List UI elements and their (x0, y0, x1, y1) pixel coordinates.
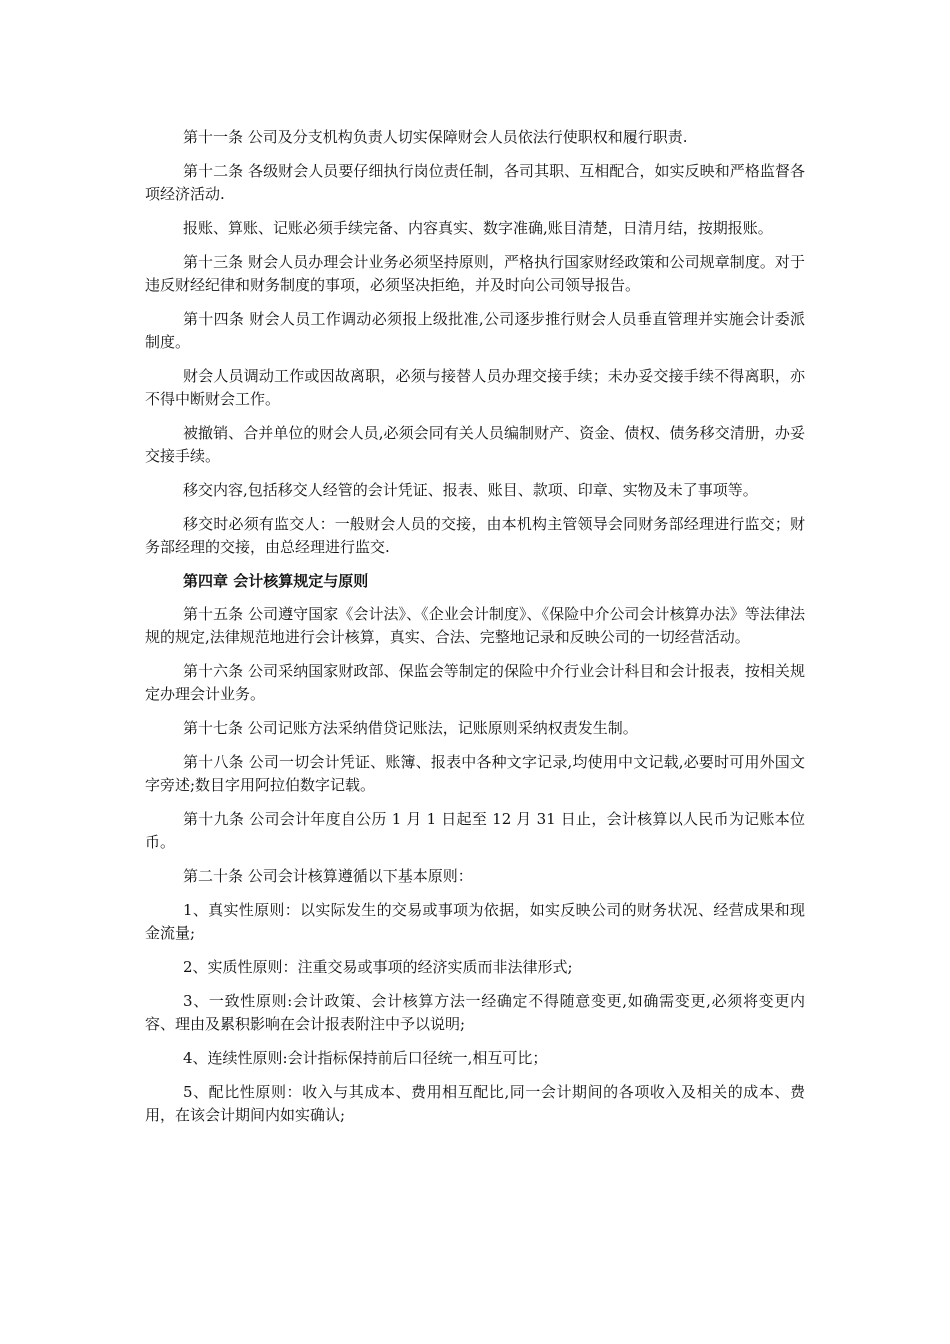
article-15: 第十五条 公司遵守国家《会计法》、《企业会计制度》、《保险中介公司会计核算办法》等法律法规的规定,法律规范地进行会计核算，真实、合法、完整地记录和反映公司的一切经营活动。 (145, 605, 805, 646)
transfer-content: 移交内容,包括移交人经管的会计凭证、报表、账目、款项、印章、实物及未了事项等。 (183, 481, 758, 499)
transfer-supervision: 移交时必须有监交人：一般财会人员的交接，由本机构主管领导会同财务部经理进行监交；财务部经理的交接，由总经理进行监交. (145, 515, 805, 556)
principle-1: 1、真实性原则：以实际发生的交易或事项为依据，如实反映公司的财务状况、经营成果和现金流量; (145, 901, 805, 942)
principle-4: 4、连续性原则:会计指标保持前后口径统一,相互可比； (183, 1049, 548, 1067)
article-16: 第十六条 公司采纳国家财政部、保监会等制定的保险中介行业会计科目和会计报表，按相关规定办理会计业务。 (145, 662, 805, 703)
article-11: 第十一条 公司及分支机构负责人切实保障财会人员依法行使职权和履行职责. (183, 128, 688, 146)
article-13: 第十三条 财会人员办理会计业务必须坚持原则，严格执行国家财经政策和公司规章制度。对于违反财经纪律和财务制度的事项，必须坚决拒绝，并及时向公司领导报告。 (145, 253, 805, 294)
transfer-handover: 财会人员调动工作或因故离职，必须与接替人员办理交接手续；未办妥交接手续不得离职，亦不得中断财会工作。 (145, 367, 805, 408)
article-14: 第十四条 财会人员工作调动必须报上级批准,公司逐步推行财会人员垂直管理并实施会计委派制度。 (145, 310, 805, 351)
bookkeeping-rule: 报账、算账、记账必须手续完备、内容真实、数字准确,账目清楚，日清月结，按期报账。 (183, 219, 773, 237)
article-19: 第十九条 公司会计年度自公历 1 月 1 日起至 12 月 31 日止，会计核算以人民币为记账本位币。 (145, 810, 805, 851)
principle-2: 2、实质性原则：注重交易或事项的经济实质而非法律形式; (183, 958, 573, 976)
article-17: 第十七条 公司记账方法采纳借贷记账法，记账原则采纳权责发生制。 (183, 719, 638, 737)
article-18: 第十八条 公司一切会计凭证、账簿、报表中各种文字记录,均使用中文记载,必要时可用外国文字旁述;数目字用阿拉伯数字记载。 (145, 753, 805, 794)
article-20: 第二十条 公司会计核算遵循以下基本原则： (183, 867, 473, 885)
principle-5: 5、配比性原则：收入与其成本、费用相互配比,同一会计期间的各项收入及相关的成本、费用，在该会计期间内如实确认; (145, 1083, 805, 1124)
chapter-4-heading: 第四章 会计核算规定与原则 (183, 572, 369, 590)
merged-units: 被撤销、合并单位的财会人员,必须会同有关人员编制财产、资金、债权、债务移交清册，办妥交接手续。 (145, 424, 805, 465)
document-page (145, 126, 805, 1138)
article-12: 第十二条 各级财会人员要仔细执行岗位责任制，各司其职、互相配合，如实反映和严格监督各项经济活动. (145, 162, 805, 203)
principle-3: 3、一致性原则:会计政策、会计核算方法一经确定不得随意变更,如确需变更,必须将变更内容、理由及累积影响在会计报表附注中予以说明; (145, 992, 805, 1033)
